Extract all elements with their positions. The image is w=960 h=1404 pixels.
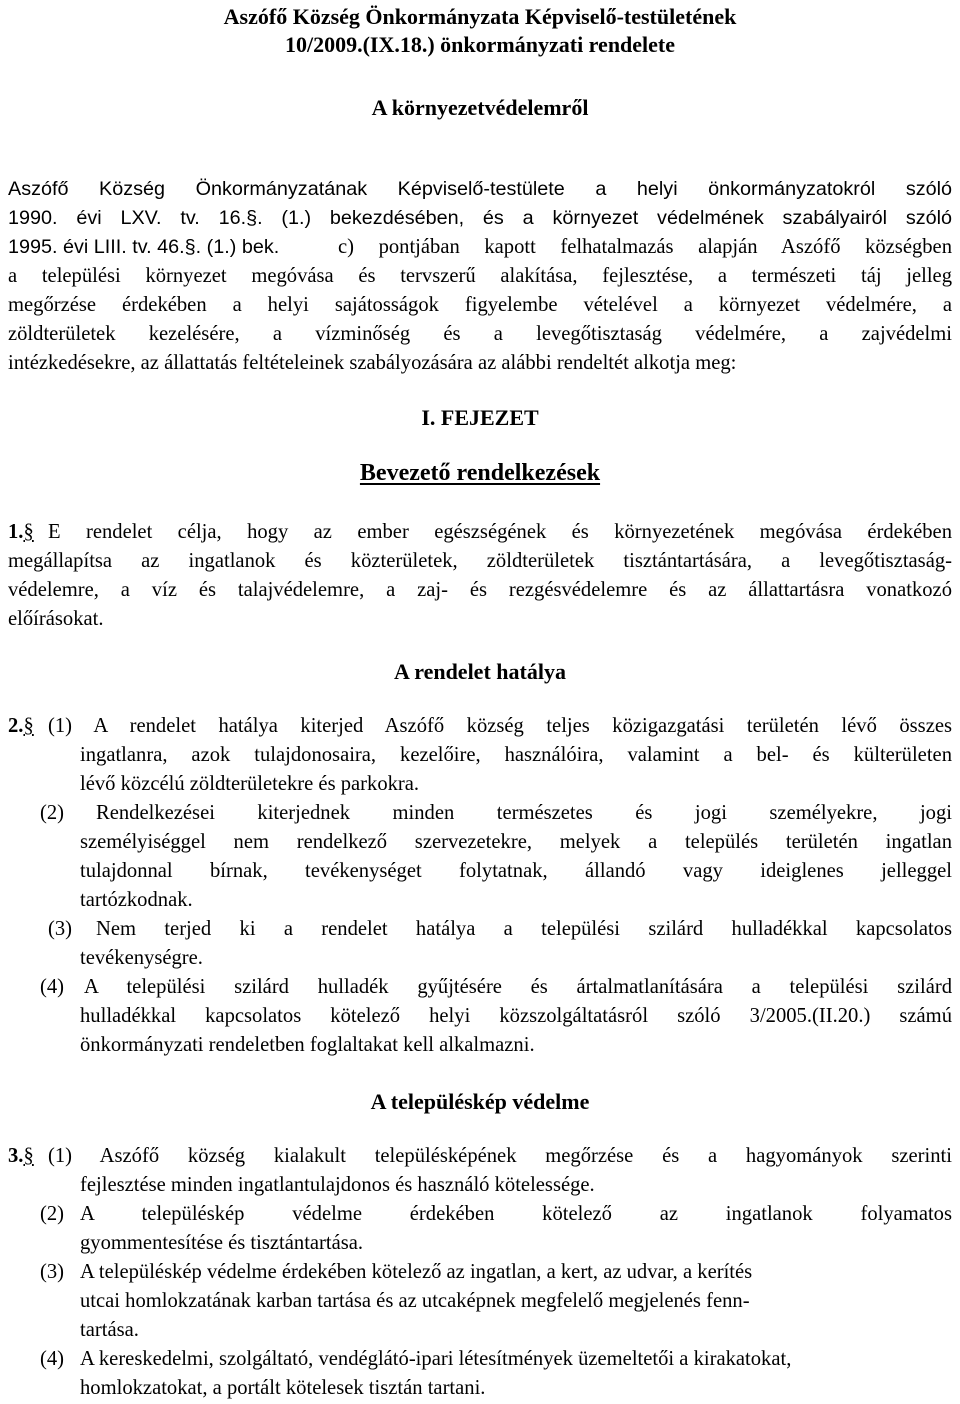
section-3-para-1-line: fejlesztése minden ingatlantulajdonos és használó kötelessége. <box>80 1174 595 1196</box>
chapter-number: I. FEJEZET <box>421 405 539 430</box>
section-2-para-3-number: (3) <box>48 918 73 940</box>
preamble-line: 1995. évi LIII. tv. 46.§. (1.) bek. <box>8 236 280 258</box>
section-3-para-3-number: (3) <box>40 1261 65 1283</box>
document-title-line-1: Aszófő Község Önkormányzata Képviselő-testületének <box>223 4 737 29</box>
preamble-line: intézkedésekre, az állattatás feltételeinek szabályozására az alábbi rendeltét alkotja meg: <box>8 352 737 374</box>
section-2-para-2-line: tulajdonnal bírnak, tevékenységet folytatnak, állandó vagy ideiglenes jelleggel <box>80 860 952 882</box>
preamble-line: 1990. évi LXV. tv. 16.§. (1.) bekezdésében, és a környezet védelmének szabályairól szóló <box>8 207 952 229</box>
heading-townscape: A településkép védelme <box>370 1089 590 1114</box>
heading-scope: A rendelet hatálya <box>394 659 566 684</box>
section-3-para-1-line: (1) Aszófő község kialakult településképének megőrzése és a hagyományok szerinti <box>48 1145 952 1167</box>
section-2-para-4-line: hulladékkal kapcsolatos kötelező helyi közszolgáltatásról szóló 3/2005.(II.20.) számú <box>80 1005 952 1027</box>
section-2-para-4-line: önkormányzati rendeletben foglaltakat kell alkalmazni. <box>80 1034 535 1056</box>
section-2-para-2-number: (2) <box>40 802 65 824</box>
section-1-line: megállapítsa az ingatlanok és közterületek, zöldterületek tisztántartására, a levegőtisztaság- <box>8 550 952 572</box>
section-2-para-1-line: (1) A rendelet hatálya kiterjed Aszófő község teljes közigazgatási területén lévő összes <box>48 715 952 737</box>
section-2-para-1-line: ingatlanra, azok tulajdonosaira, kezelőire, használóira, valamint a bel- és külterületen <box>80 744 952 766</box>
section-2-number: 2.§ <box>8 715 34 737</box>
section-1-line: előírásokat. <box>8 608 104 630</box>
section-3-para-3-line: utcai homlokzatának karban tartása és az utcaképnek megfelelő megjelenés fenn- <box>80 1290 750 1312</box>
section-2-para-2-line: Rendelkezései kiterjednek minden természetes és jogi személyekre, jogi <box>96 802 952 824</box>
section-2-para-2-line: személyiséggel nem rendelkező szervezetekre, melyek a település területén ingatlan <box>80 831 952 853</box>
section-3-para-2-line: gyommentesítése és tisztántartása. <box>80 1232 364 1254</box>
section-2-para-3-line: Nem terjed ki a rendelet hatálya a települési szilárd hulladékkal kapcsolatos <box>96 918 952 940</box>
preamble-line: megőrzése érdekében a helyi sajátosságok figyelembe vételével a környezet védelmére, a <box>8 294 952 316</box>
section-1-number: 1.§ <box>8 521 34 543</box>
preamble-line: c) pontjában kapott felhatalmazás alapján Aszófő községben <box>338 236 952 258</box>
document-title-line-2: 10/2009.(IX.18.) önkormányzati rendelete <box>284 32 676 57</box>
section-1-line: E rendelet célja, hogy az ember egészségének és környezetének megóvása érdekében <box>48 521 952 543</box>
section-3-para-4-line: homlokzatokat, a portált kötelesek tisztán tartani. <box>80 1377 486 1399</box>
section-1-line: védelemre, a víz és talajvédelemre, a zaj- és rezgésvédelemre és az állattartásra vonatkozó <box>8 579 952 601</box>
section-3-para-3-line: tartása. <box>80 1319 139 1341</box>
section-3-para-4-line: A kereskedelmi, szolgáltató, vendéglátó-ipari létesítmények üzemeltetői a kirakatokat, <box>80 1348 792 1370</box>
section-3-para-4-number: (4) <box>40 1348 65 1370</box>
section-3-para-2-line: A településkép védelme érdekében kötelező az ingatlanok folyamatos <box>80 1203 952 1225</box>
section-2-para-4-number: (4) <box>40 976 65 998</box>
section-3-para-2-number: (2) <box>40 1203 65 1225</box>
section-3-number: 3.§ <box>8 1145 34 1167</box>
chapter-title: Bevezető rendelkezések <box>359 460 601 486</box>
preamble-line: zöldterületek kezelésére, a vízminőség és a levegőtisztaság védelmére, a zajvédelmi <box>8 323 952 345</box>
section-2-para-1-line: lévő közcélú zöldterületekre és parkokra. <box>80 773 420 795</box>
section-2-para-2-line: tartózkodnak. <box>80 889 193 911</box>
section-2-para-3-line: tevékenységre. <box>80 947 203 969</box>
preamble-line: a települési környezet megóvása és tervszerű alakítása, fejlesztése, a természeti táj jelleg <box>8 265 952 287</box>
preamble-line: Aszófő Község Önkormányzatának Képviselő-testülete a helyi önkormányzatokról szóló <box>8 178 952 200</box>
document-subject: A környezetvédelemről <box>371 95 589 120</box>
section-2-para-4-line: A települési szilárd hulladék gyűjtésére és ártalmatlanítására a települési szilárd <box>84 976 952 998</box>
section-3-para-3-line: A településkép védelme érdekében kötelező az ingatlan, a kert, az udvar, a kerítés <box>80 1261 753 1283</box>
